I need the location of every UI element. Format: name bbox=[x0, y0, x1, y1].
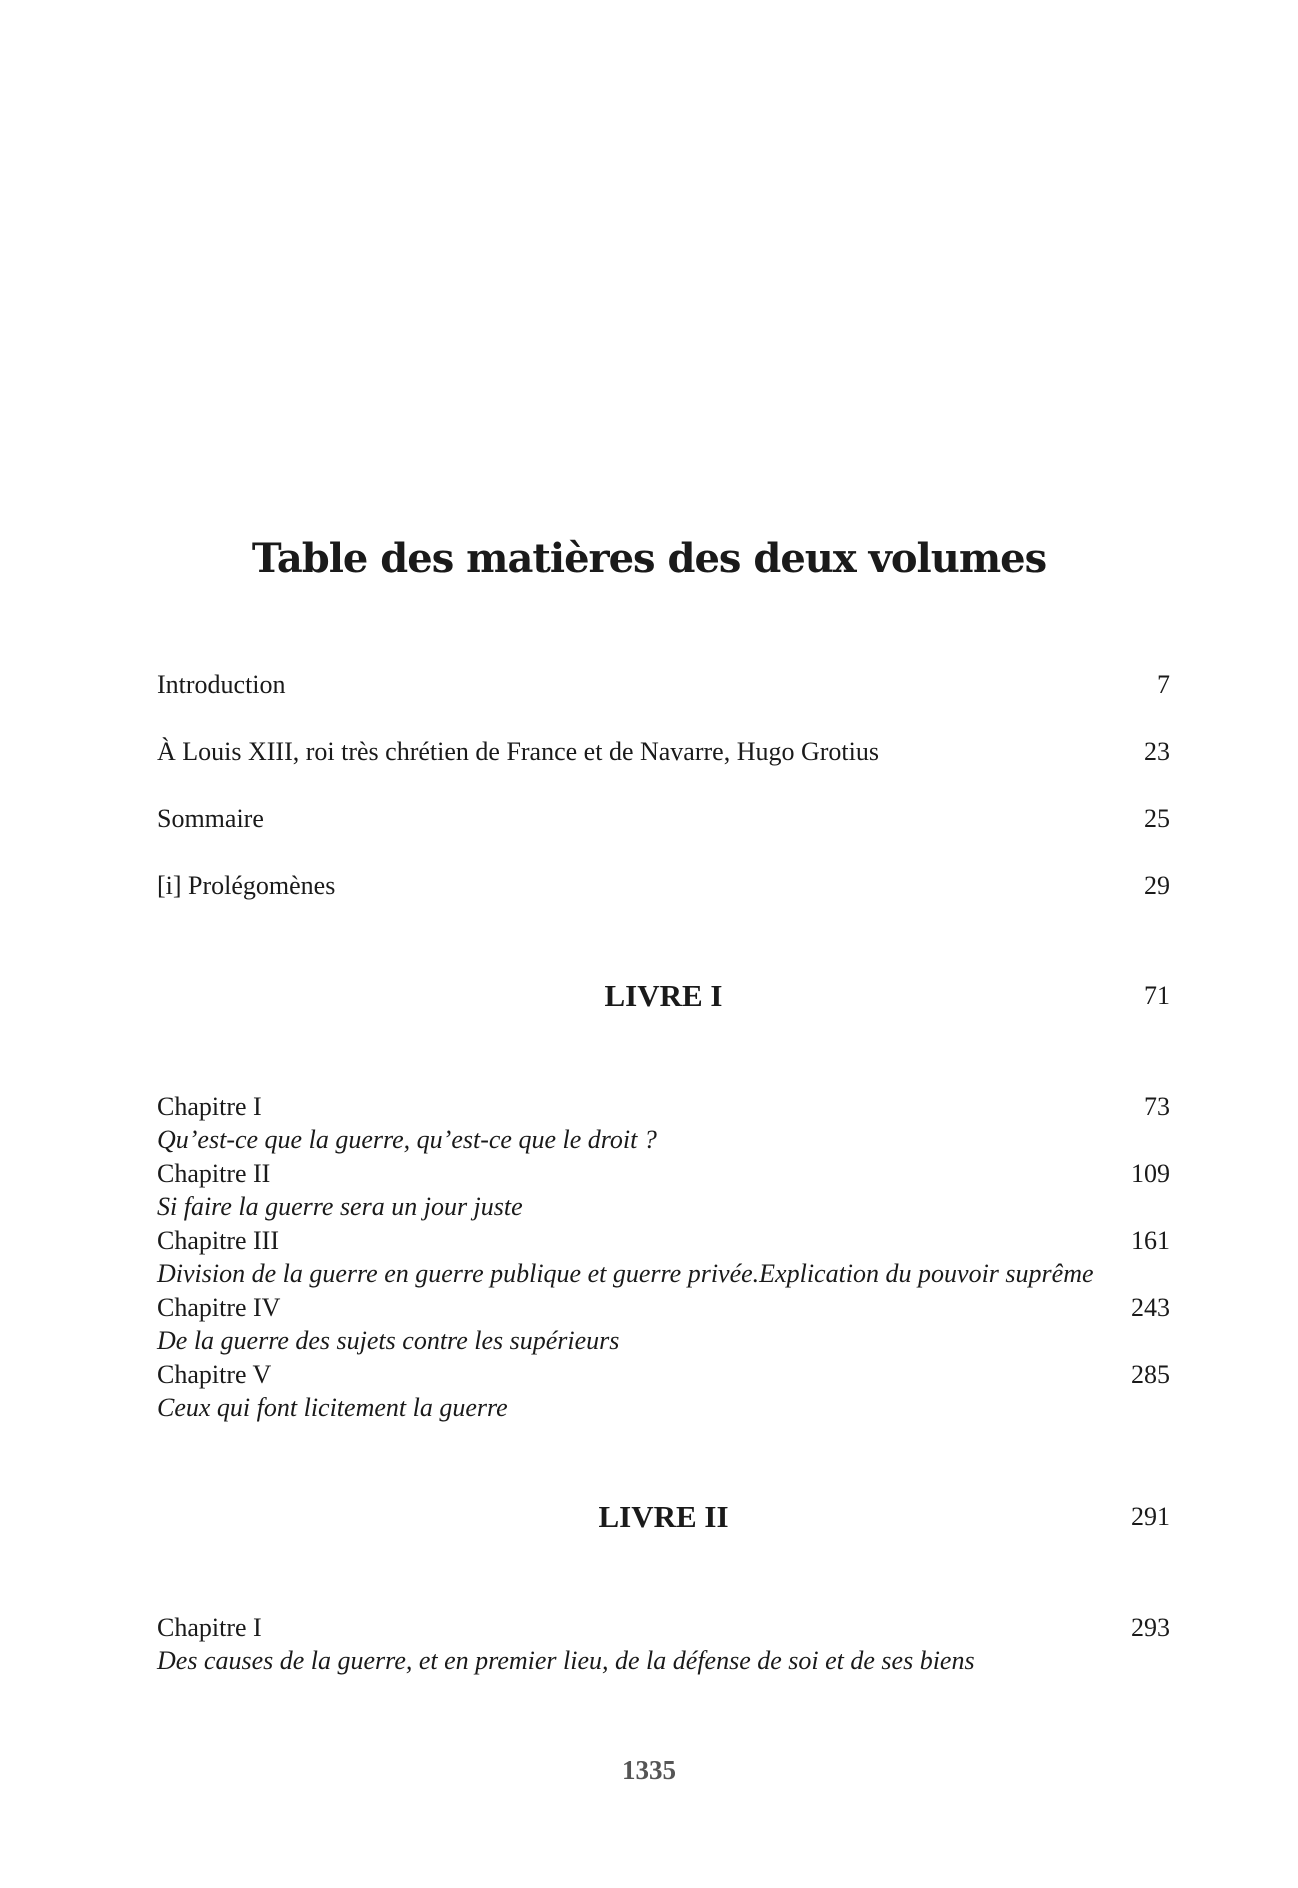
toc-chapter-1-1 bbox=[157, 1090, 1170, 1124]
book-title: LIVRE I bbox=[604, 978, 723, 1013]
toc-entry-sommaire bbox=[157, 802, 1170, 836]
chapter-label: Chapitre III bbox=[157, 1226, 280, 1255]
chapter-subtitle bbox=[157, 1324, 1170, 1358]
toc-chapter-1-5 bbox=[157, 1358, 1170, 1392]
toc-entry-label: Introduction bbox=[157, 670, 286, 699]
chapter-page: 285 bbox=[1131, 1360, 1170, 1389]
chapter-label: Chapitre II bbox=[157, 1159, 271, 1188]
toc-entry-prolegomenes bbox=[157, 869, 1170, 903]
toc-chapter-1-2 bbox=[157, 1157, 1170, 1191]
toc-entry-label: À Louis XIII, roi très chrétien de France et de Navarre, Hugo Grotius bbox=[157, 737, 879, 766]
toc-chapter-1-3 bbox=[157, 1224, 1170, 1258]
chapter-subtitle bbox=[157, 1644, 1170, 1678]
toc-entry-introduction bbox=[157, 668, 1170, 702]
book-page: 71 bbox=[1144, 981, 1170, 1010]
chapter-subtitle-text: Ceux qui font licitement la guerre bbox=[157, 1393, 508, 1422]
chapter-subtitle bbox=[157, 1391, 1170, 1425]
chapter-subtitle-text: Des causes de la guerre, et en premier lieu, de la défense de soi et de ses biens bbox=[157, 1646, 975, 1675]
chapter-label: Chapitre V bbox=[157, 1360, 272, 1389]
book-heading-livre-2 bbox=[157, 1497, 1170, 1537]
chapter-label: Chapitre IV bbox=[157, 1293, 281, 1322]
chapter-subtitle bbox=[157, 1190, 1170, 1224]
toc-entry-page: 23 bbox=[1144, 737, 1170, 766]
book-title: LIVRE II bbox=[598, 1499, 729, 1534]
book-page: 291 bbox=[1131, 1502, 1170, 1531]
chapter-page: 161 bbox=[1131, 1226, 1170, 1255]
chapter-label: Chapitre I bbox=[157, 1092, 262, 1121]
chapter-subtitle bbox=[157, 1123, 1170, 1157]
book-heading-livre-1 bbox=[157, 976, 1170, 1016]
toc-chapter-2-1 bbox=[157, 1611, 1170, 1645]
page-title: Table des matières des deux volumes bbox=[251, 535, 1047, 582]
chapter-subtitle-text: Qu’est-ce que la guerre, qu’est-ce que le droit ? bbox=[157, 1125, 657, 1154]
toc-chapter-1-4 bbox=[157, 1291, 1170, 1325]
chapter-page: 73 bbox=[1144, 1092, 1170, 1121]
chapter-page: 243 bbox=[1131, 1293, 1170, 1322]
toc-entry-page: 7 bbox=[1157, 670, 1170, 699]
toc-entry-page: 29 bbox=[1144, 871, 1170, 900]
toc-entry-label: [i] Prolégomènes bbox=[157, 871, 336, 900]
chapter-page: 109 bbox=[1131, 1159, 1170, 1188]
toc-entry-label: Sommaire bbox=[157, 804, 264, 833]
chapter-subtitle bbox=[157, 1257, 1170, 1291]
page-number: 1335 bbox=[622, 1755, 676, 1785]
toc-entry-dedication bbox=[157, 735, 1170, 769]
chapter-subtitle-text: De la guerre des sujets contre les supérieurs bbox=[157, 1326, 620, 1355]
chapter-subtitle-text: Division de la guerre en guerre publique et guerre privée.Explication du pouvoir suprême bbox=[157, 1259, 1094, 1288]
chapter-label: Chapitre I bbox=[157, 1613, 262, 1642]
chapter-page: 293 bbox=[1131, 1613, 1170, 1642]
chapter-subtitle-text: Si faire la guerre sera un jour juste bbox=[157, 1192, 523, 1221]
toc-entry-page: 25 bbox=[1144, 804, 1170, 833]
